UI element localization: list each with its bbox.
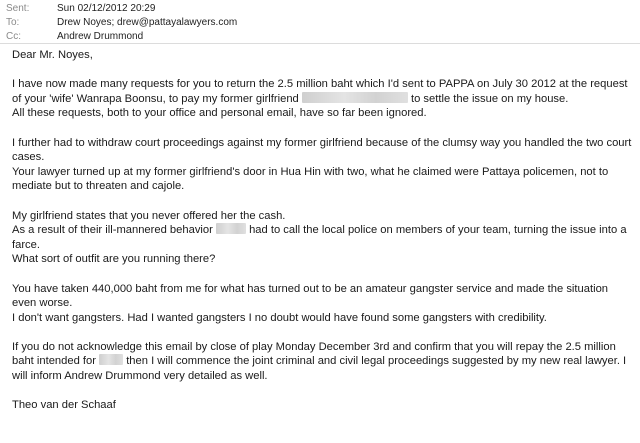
cc-row [6, 30, 640, 44]
to-label: To: [6, 17, 20, 28]
signature: Theo van der Schaaf [12, 399, 116, 412]
paragraph-1 [12, 77, 634, 121]
p4-text-b: I don't want gangsters. Had I wanted gangsters I no doubt would have found some gangsters with credibility. [12, 311, 547, 324]
paragraph-2 [12, 136, 634, 194]
to-value[interactable]: Drew Noyes; drew@pattayalawyers.com [57, 17, 238, 28]
paragraph-3 [12, 209, 634, 267]
p1-text-b: to settle the issue on my house. [407, 92, 569, 105]
paragraph-4 [12, 282, 634, 326]
email-header [0, 0, 640, 42]
p5-text-a: If you do not acknowledge this email by close of play Monday December 3rd and confirm that you will repay the 2.5 million baht intended for [12, 340, 616, 368]
p1-text-a: I have now made many requests for you to return the 2.5 million baht which I'd sent to PAPPA on July 30 2012 at the request of your 'wife' Wanrapa Boonsu, to pay my former girlfriend [12, 78, 628, 105]
p3-text-b2: had to call the local police on members of your team, turning the issue into a farce. [12, 224, 627, 251]
redacted-name-3 [99, 354, 123, 365]
sent-row [6, 2, 640, 16]
redacted-name-2 [216, 223, 246, 234]
to-row [6, 16, 640, 30]
redacted-name-1 [302, 92, 408, 103]
paragraph-5 [12, 340, 634, 384]
p1-text-c: All these requests, both to your office and personal email, have so far been ignored. [12, 107, 427, 120]
p4-text-a: You have taken 440,000 baht from me for what has turned out to be an amateur gangster service and made the situation even worse. [12, 282, 609, 310]
greeting: Dear Mr. Noyes, [12, 49, 93, 61]
p5-text-b: then I will commence the joint criminal and civil legal proceedings suggested by my new real lawyer. I will inform Andrew Drummond very detailed as well. [12, 355, 627, 383]
p2-text-b: Your lawyer turned up at my former girlfriend's door in Hua Hin with two, what he claimed were Pattaya policemen, not to mediate but to threaten and cajole. [12, 165, 609, 193]
email-body [12, 48, 634, 427]
p2-text-a: I further had to withdraw court proceedings against my former girlfriend because of the clumsy way you handled the two court cases. [12, 136, 632, 164]
cc-label: Cc: [6, 31, 21, 42]
p3-text-c: What sort of outfit are you running there? [12, 253, 216, 266]
cc-value[interactable]: Andrew Drummond [57, 31, 144, 42]
header-divider [0, 43, 640, 44]
p3-text-b1: As a result of their ill-mannered behavior [12, 224, 216, 237]
sent-label: Sent: [6, 3, 30, 14]
p3-text-a: My girlfriend states that you never offered her the cash. [12, 209, 286, 222]
sent-value: Sun 02/12/2012 20:29 [57, 3, 156, 14]
